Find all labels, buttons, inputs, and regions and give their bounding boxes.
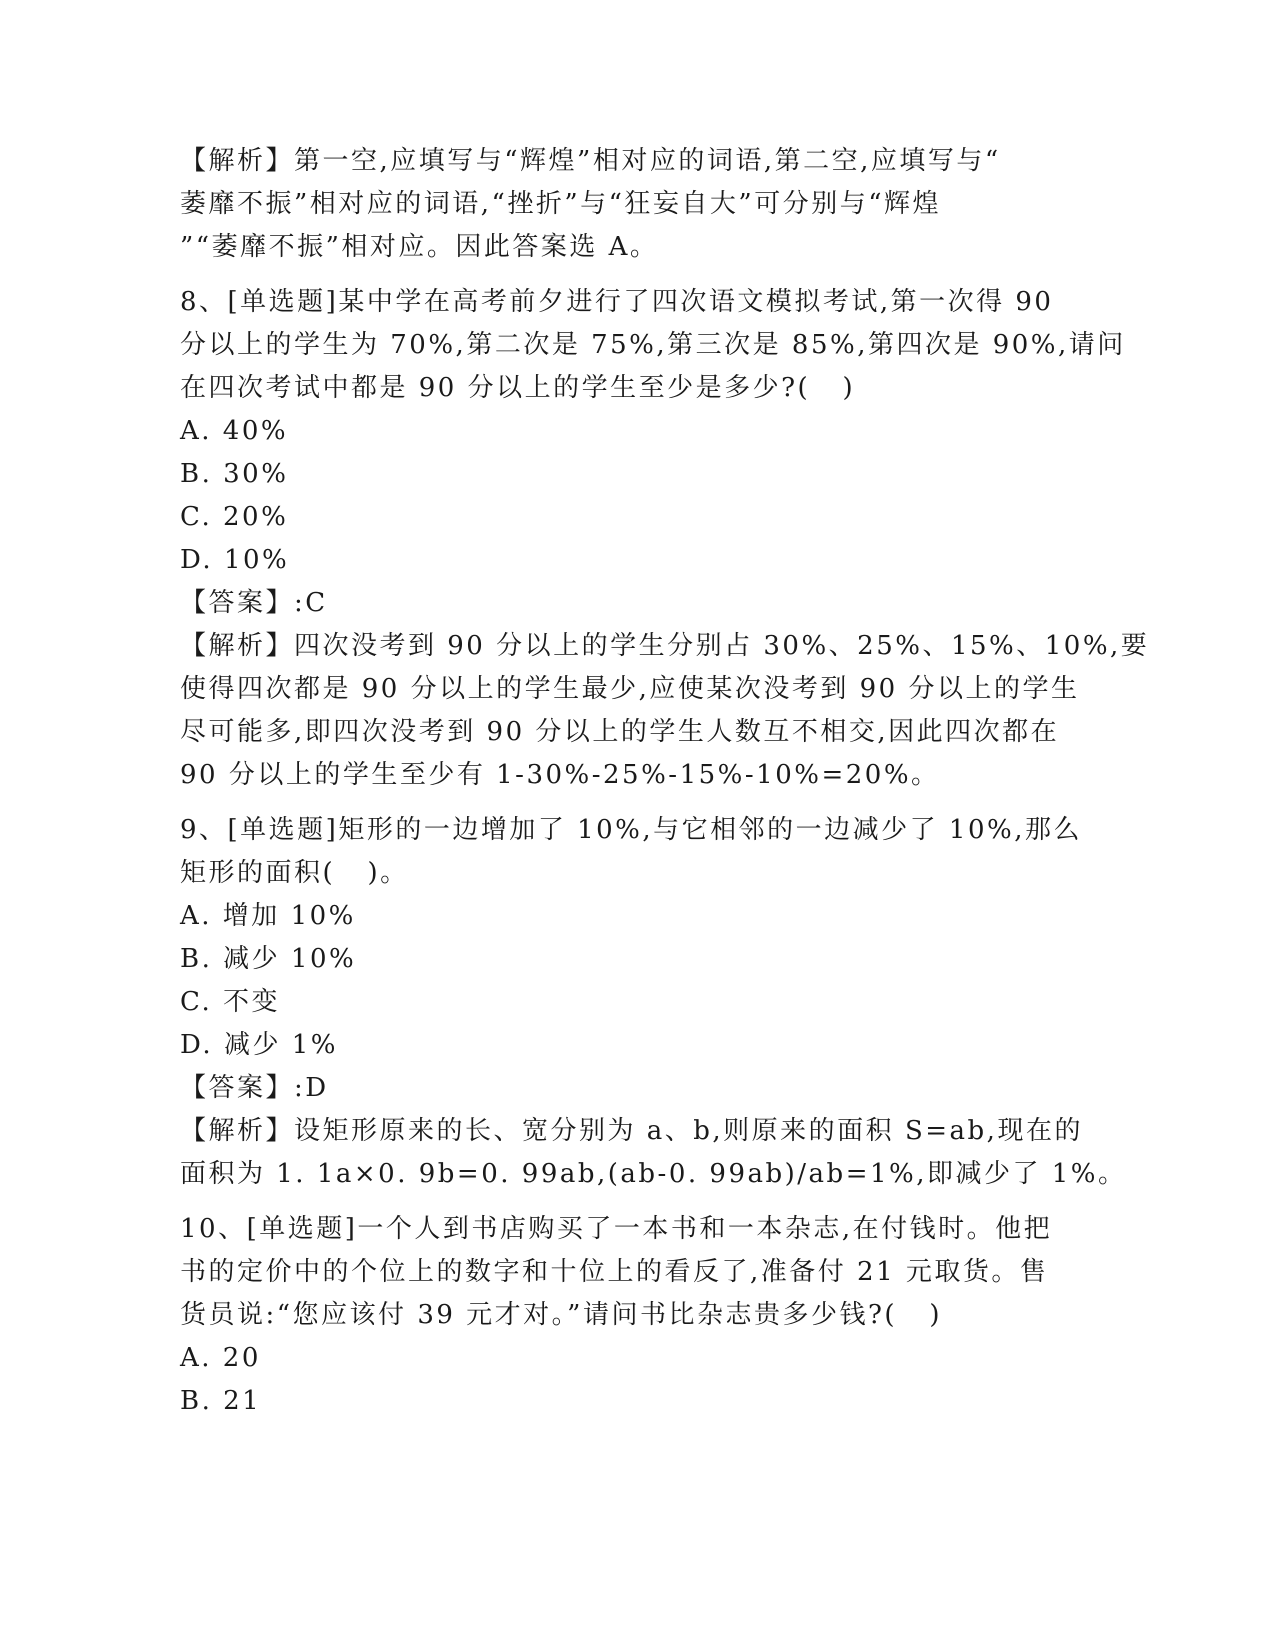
option-b: B. 21 xyxy=(180,1386,262,1416)
answer-line: 【答案】:D xyxy=(180,1073,329,1103)
question-stem: 分以上的学生为 70%,第二次是 75%,第三次是 85%,第四次是 90%,请问 xyxy=(180,330,1126,360)
question-stem: 9、[单选题]矩形的一边增加了 10%,与它相邻的一边减少了 10%,那么 xyxy=(180,815,1082,845)
option-b: B. 减少 10% xyxy=(180,944,357,974)
text-line: 萎靡不振”相对应的词语,“挫折”与“狂妄自大”可分别与“辉煌 xyxy=(180,189,942,219)
question-stem: 8、[单选题]某中学在高考前夕进行了四次语文模拟考试,第一次得 90 xyxy=(180,287,1054,317)
analysis-q7 xyxy=(180,140,1060,269)
question-stem: 货员说:“您应该付 39 元才对。”请问书比杂志贵多少钱?( ) xyxy=(180,1300,942,1330)
option-a: A. 40% xyxy=(180,416,289,446)
analysis-line: 90 分以上的学生至少有 1-30%-25%-15%-10%=20%。 xyxy=(180,760,940,790)
analysis-line: 【解析】设矩形原来的长、宽分别为 a、b,则原来的面积 S=ab,现在的 xyxy=(180,1116,1083,1146)
answer-line: 【答案】:C xyxy=(180,588,328,618)
option-c: C. 20% xyxy=(180,502,289,532)
option-b: B. 30% xyxy=(180,459,289,489)
analysis-line: 尽可能多,即四次没考到 90 分以上的学生人数互不相交,因此四次都在 xyxy=(180,717,1060,747)
analysis-line: 面积为 1. 1a×0. 9b=0. 99ab,(ab-0. 99ab)/ab=1%,即减少了 1%。 xyxy=(180,1159,1127,1189)
analysis-line: 使得四次都是 90 分以上的学生最少,应使某次没考到 90 分以上的学生 xyxy=(180,674,1080,704)
option-a: A. 增加 10% xyxy=(180,901,356,931)
text-line: 【解析】第一空,应填写与“辉煌”相对应的词语,第二空,应填写与“ xyxy=(180,146,1001,176)
question-stem: 书的定价中的个位上的数字和十位上的看反了,准备付 21 元取货。售 xyxy=(180,1257,1049,1287)
option-d: D. 减少 1% xyxy=(180,1030,338,1060)
text-line: ”“萎靡不振”相对应。因此答案选 A。 xyxy=(180,232,659,262)
question-stem: 10、[单选题]一个人到书店购买了一本书和一本杂志,在付钱时。他把 xyxy=(180,1214,1053,1244)
option-c: C. 不变 xyxy=(180,987,280,1017)
document-page xyxy=(180,140,1150,1423)
question-stem: 在四次考试中都是 90 分以上的学生至少是多少?( ) xyxy=(180,373,856,403)
option-d: D. 10% xyxy=(180,545,290,575)
question-10 xyxy=(180,1208,1060,1423)
question-9 xyxy=(180,809,1127,1196)
question-stem: 矩形的面积( )。 xyxy=(180,858,409,888)
question-8 xyxy=(180,281,1150,797)
option-a: A. 20 xyxy=(180,1343,261,1373)
analysis-line: 【解析】四次没考到 90 分以上的学生分别占 30%、25%、15%、10%,要 xyxy=(180,631,1150,661)
